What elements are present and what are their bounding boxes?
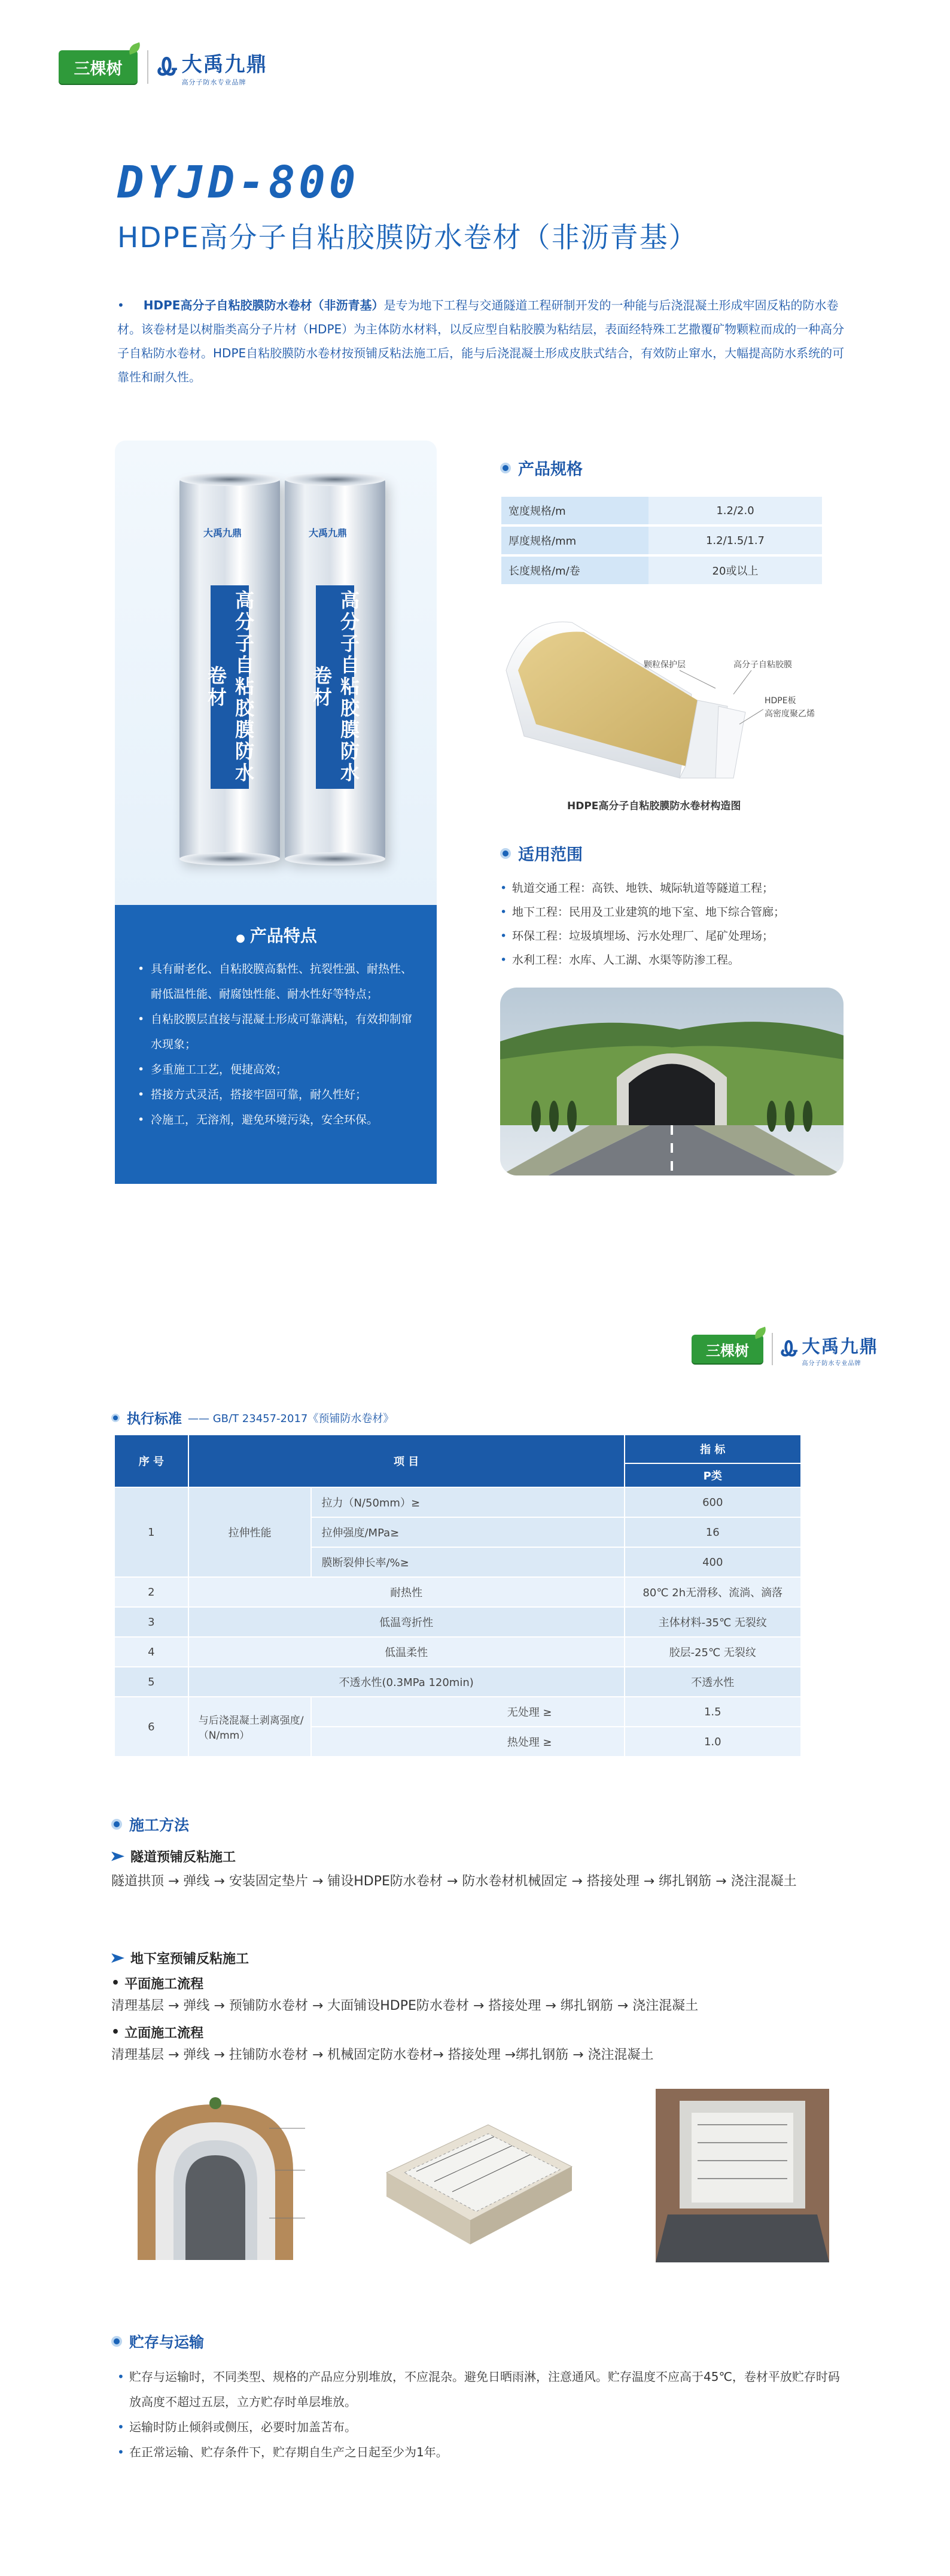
- header-p: P类: [625, 1463, 801, 1487]
- list-item: • 轨道交通工程：高铁、地铁、城际轨道等隧道工程；: [500, 876, 835, 900]
- list-item: • 在正常运输、贮存条件下，贮存期自生产之日起至少为1年。: [117, 2440, 847, 2465]
- table-row: 2 耐热性 80℃ 2h无滑移、流淌、滴落: [114, 1577, 801, 1607]
- basement-title: 地下室预铺反粘施工: [111, 1949, 249, 1967]
- construction-title: 施工方法: [111, 1813, 189, 1835]
- specs-title: 产品规格: [500, 456, 583, 479]
- scope-title: 适用范围: [500, 842, 583, 865]
- sks-logo: 三棵树: [692, 1335, 763, 1363]
- scope-list: [500, 876, 835, 972]
- list-item: • 环保工程：垃圾填埋场、污水处理厂、尾矿处理场；: [500, 924, 835, 948]
- flag-icon: [111, 1852, 124, 1861]
- table-row: 拉伸强度/MPa≥ 16: [114, 1517, 801, 1547]
- vertical-construction-illustration: [656, 2089, 829, 2262]
- dayu-mark-icon: Ꮂ: [158, 53, 178, 81]
- bullet-circle-icon: [500, 463, 511, 473]
- flag-icon: [111, 1954, 124, 1963]
- header-index: 指 标: [625, 1435, 801, 1463]
- diagram-label-adhesive: 高分子自粘胶膜: [733, 660, 792, 670]
- dayu-mark-icon: Ꮂ: [781, 1337, 799, 1361]
- product-roll: 大禹九鼎 高分子自粘胶膜防水卷材: [179, 478, 280, 861]
- features-title: ● 产品特点: [236, 926, 317, 946]
- brand-logo-second: [692, 1330, 879, 1368]
- storage-title: 贮存与运输: [111, 2331, 204, 2352]
- dayu-tagline: 高分子防水专业品牌: [181, 78, 246, 86]
- list-item: • 自粘胶膜层直接与混凝土形成可靠满粘，有效抑制窜水现象；: [138, 1007, 415, 1057]
- table-row: 5 不透水性(0.3MPa 120min) 不透水性: [114, 1667, 801, 1697]
- sks-logo: 三棵树: [59, 50, 138, 84]
- diagram-label-hdpe: HDPE板: [765, 696, 796, 706]
- intro-paragraph: • HDPE高分子自粘胶膜防水卷材（非沥青基）是专为地下工程与交通隧道工程研制开发的一种能与后浇混凝土形成牢固反粘的防水卷材。该卷材是以树脂类高分子片材（HDPE）为主体防水材料，以反应型自粘胶膜为粘结层，表面经特殊工艺撒覆矿物颗粒而成的一种高分子自粘防水卷材。HDPE自粘胶膜防水卷材按预铺反粘法施工后，能与后浇混凝土形成皮肤式结合，有效防止窜水，大幅提高防水系统的可靠性和耐久性。: [117, 298, 845, 384]
- product-roll: 大禹九鼎 高分子自粘胶膜防水卷材: [285, 478, 385, 861]
- dayu-logo: [158, 48, 268, 87]
- product-name: HDPE高分子自粘胶膜防水卷材（非沥青基）: [117, 221, 698, 254]
- bullet-circle-icon: [111, 2336, 122, 2347]
- diagram-label-hdpe-sub: 高密度聚乙烯: [765, 709, 815, 719]
- list-item: • 冷施工，无溶剂，避免环境污染，安全环保。: [138, 1107, 415, 1132]
- storage-list: [117, 2364, 847, 2465]
- flat-title: • 平面施工流程: [111, 1976, 204, 1992]
- table-row: 宽度规格/m 1.2/2.0: [501, 497, 822, 524]
- bullet-circle-icon: [111, 1819, 122, 1830]
- standard-table: [114, 1434, 802, 1757]
- tunnel-construction-illustration: [126, 2092, 353, 2266]
- table-row: 膜断裂伸长率/%≥ 400: [114, 1547, 801, 1577]
- table-row: 厚度规格/mm 1.2/1.5/1.7: [501, 527, 822, 554]
- tunnel-steps: 隧道拱顶 → 弹线 → 安装固定垫片 → 铺设HDPE防水卷材 → 防水卷材机械固定 → 搭接处理 → 绑扎钢筋 → 浇注混凝土: [111, 1874, 797, 1889]
- diagram-label-granule: 颗粒保护层: [644, 660, 686, 670]
- standard-ref: —— GB/T 23457-2017《预铺防水卷材》: [188, 1412, 394, 1425]
- header-no: 序 号: [114, 1435, 188, 1487]
- list-item: • 贮存与运输时，不同类型、规格的产品应分别堆放，不应混杂。避免日晒雨淋，注意通风。贮存温度不应高于45℃，卷材平放贮存时码放高度不超过五层，立方贮存时单层堆放。: [117, 2364, 847, 2414]
- list-item: • 水利工程：水库、人工湖、水渠等防渗工程。: [500, 948, 835, 972]
- table-row: 长度规格/m/卷 20或以上: [501, 557, 822, 584]
- intro-lead: HDPE高分子自粘胶膜防水卷材（非沥青基）: [143, 298, 384, 312]
- product-model: DYJD-800: [117, 157, 360, 208]
- flat-steps: 清理基层 → 弹线 → 预铺防水卷材 → 大面铺设HDPE防水卷材 → 搭接处理 → 绑扎钢筋 → 浇注混凝土: [111, 1998, 699, 2013]
- table-row: 6 与后浇混凝土剥离强度/（N/mm） 无处理 ≥ 1.5: [114, 1697, 801, 1727]
- structure-diagram: [500, 604, 835, 784]
- table-row: 热处理 ≥ 1.0: [114, 1727, 801, 1757]
- logo-divider: [772, 1333, 773, 1365]
- table-row: 4 低温柔性 胶层-25℃ 无裂纹: [114, 1637, 801, 1667]
- brand-logo-top: [59, 43, 268, 91]
- dayu-logo: [781, 1332, 879, 1367]
- product-photo: [115, 441, 437, 905]
- table-row: 1 拉伸性能 拉力（N/50mm）≥ 600: [114, 1487, 801, 1517]
- vertical-steps: 清理基层 → 弹线 → 拄铺防水卷材 → 机械固定防水卷材→ 搭接处理 →绑扎钢筋 → 浇注混凝土: [111, 2048, 654, 2062]
- vertical-title: • 立面施工流程: [111, 2025, 204, 2041]
- logo-divider: [147, 50, 148, 84]
- standard-title: 执行标准 —— GB/T 23457-2017《预铺防水卷材》: [111, 1408, 394, 1427]
- list-item: • 地下工程：民用及工业建筑的地下室、地下综合管廊；: [500, 900, 835, 924]
- bullet-circle-icon: [111, 1414, 120, 1422]
- features-list: [138, 956, 415, 1132]
- header-item: 项 目: [188, 1435, 625, 1487]
- bullet-circle-icon: [500, 848, 511, 859]
- list-item: • 运输时防止倾斜或侧压，必要时加盖苫布。: [117, 2414, 847, 2440]
- specs-table: [501, 494, 822, 587]
- list-item: • 搭接方式灵活，搭接牢固可靠，耐久性好；: [138, 1082, 415, 1107]
- diagram-caption: HDPE高分子自粘胶膜防水卷材构造图: [567, 800, 741, 812]
- dayu-name: 大禹九鼎: [802, 1336, 879, 1357]
- tunnel-title: 隧道预铺反粘施工: [111, 1847, 236, 1866]
- dayu-tagline: 高分子防水专业品牌: [802, 1360, 861, 1367]
- features-panel: [115, 905, 437, 1184]
- intro-text: 是专为地下工程与交通隧道工程研制开发的一种能与后浇混凝土形成牢固反粘的防水卷材。该卷材是以树脂类高分子片材（HDPE）为主体防水材料，以反应型自粘胶膜为粘结层，表面经特殊工艺撒覆矿物颗粒而成的一种高分子自粘防水卷材。HDPE自粘胶膜防水卷材按预铺反粘法施工后，能与后浇混凝土形成皮肤式结合，有效防止窜水，大幅提高防水系统的可靠性和耐久性。: [117, 298, 845, 384]
- table-row: 3 低温弯折性 主体材料-35℃ 无裂纹: [114, 1607, 801, 1637]
- flat-construction-illustration: [380, 2101, 578, 2250]
- list-item: • 多重施工工艺，便捷高效；: [138, 1057, 415, 1082]
- tunnel-photo: [500, 988, 844, 1175]
- list-item: • 具有耐老化、自粘胶膜高黏性、抗裂性强、耐热性、耐低温性能、耐腐蚀性能、耐水性好等特点；: [138, 956, 415, 1007]
- dayu-name: 大禹九鼎: [181, 52, 268, 77]
